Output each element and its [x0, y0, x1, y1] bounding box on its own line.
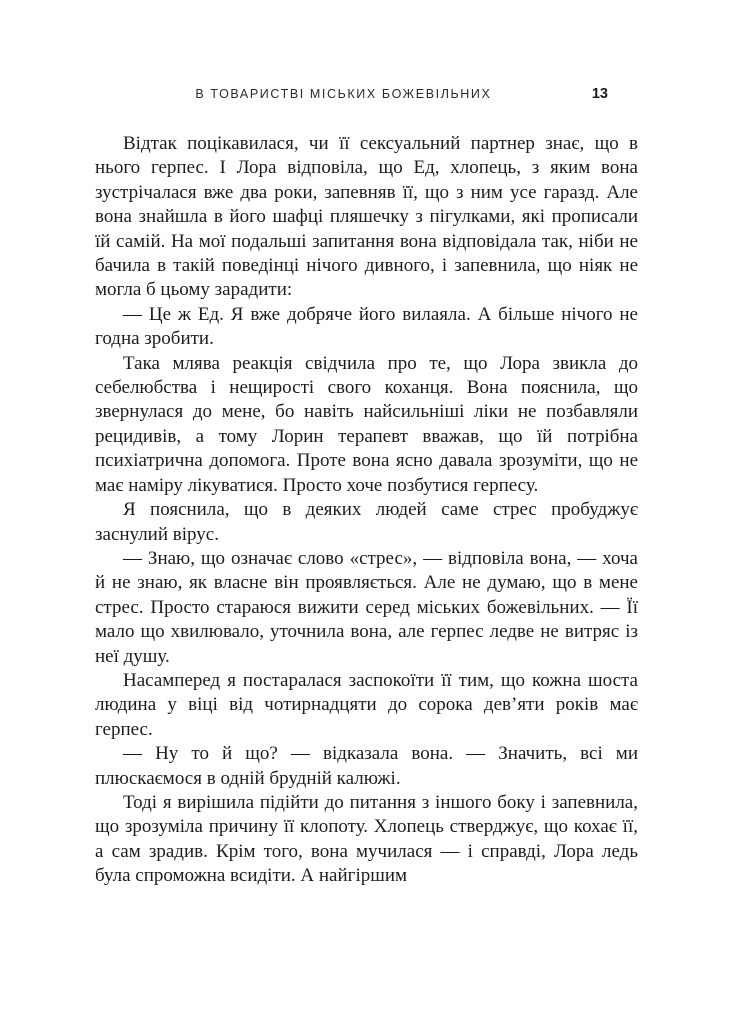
body-text — [95, 132, 638, 889]
dialogue-paragraph: — Це ж Ед. Я вже добряче його вилаяла. А більше нічого не годна зробити. — [95, 303, 638, 350]
paragraph: Я пояснила, що в деяких людей саме стрес пробуджує заснулий вірус. — [95, 499, 638, 545]
running-title: В ТОВАРИСТВІ МІСЬКИХ БОЖЕВІЛЬНИХ — [195, 87, 492, 101]
dialogue-paragraph: — Знаю, що означає слово «стрес», — відповіла вона, — хоча й не знаю, як власне він проявляється. Але не думаю, що в мене стрес. Просто стараюся вижити серед міських божевільних. — Її мало що хвилювало, уточнила вона, але герпес ледве не витряс із неї душу. — [95, 547, 638, 667]
running-header — [95, 86, 638, 102]
page-content — [95, 86, 638, 889]
paragraph: Тоді я вирішила підійти до питання з іншого боку і запевнила, що зрозуміла причину її клопоту. Хлопець стверджує, що кохає її, а сам зрадив. Крім того, вона мучилася — і справді, Лора ледь була спроможна всидіти. А найгіршим — [95, 791, 638, 887]
paragraph: Така млява реакція свідчила про те, що Лора звикла до себелюбства і нещирості свого коханця. Вона пояснила, що звернулася до мене, бо навіть найсильніші ліки не позбавляли рецидивів, а тому Лорин терапевт вважав, що їй потрібна психіатрична допомога. Проте вона ясно давала зрозуміти, що не має наміру лікуватися. Просто хоче позбутися герпесу. — [95, 352, 638, 496]
paragraph: Насамперед я постаралася заспокоїти її тим, що кожна шоста людина у віці від чотирнадцяти до сорока дев’яти років має герпес. — [95, 669, 638, 740]
page-number: 13 — [591, 86, 608, 102]
dialogue-paragraph: — Ну то й що? — відказала вона. — Значить, всі ми плюскаємося в одній брудній калюжі. — [95, 743, 638, 789]
paragraph: Відтак поцікавилася, чи її сексуальний партнер знає, що в нього герпес. І Лора відповіла, що Ед, хлопець, з яким вона зустрічалася вже два роки, запевняв її, що з ним усе гаразд. Але вона знайшла в його шафці пляшечку з пігулками, які прописали їй самій. На мої подальші запитання вона відповідала так, ніби не бачила в такій поведінці нічого дивного, і запевнила, що ніяк не могла б цьому зарадити: — [95, 133, 638, 301]
